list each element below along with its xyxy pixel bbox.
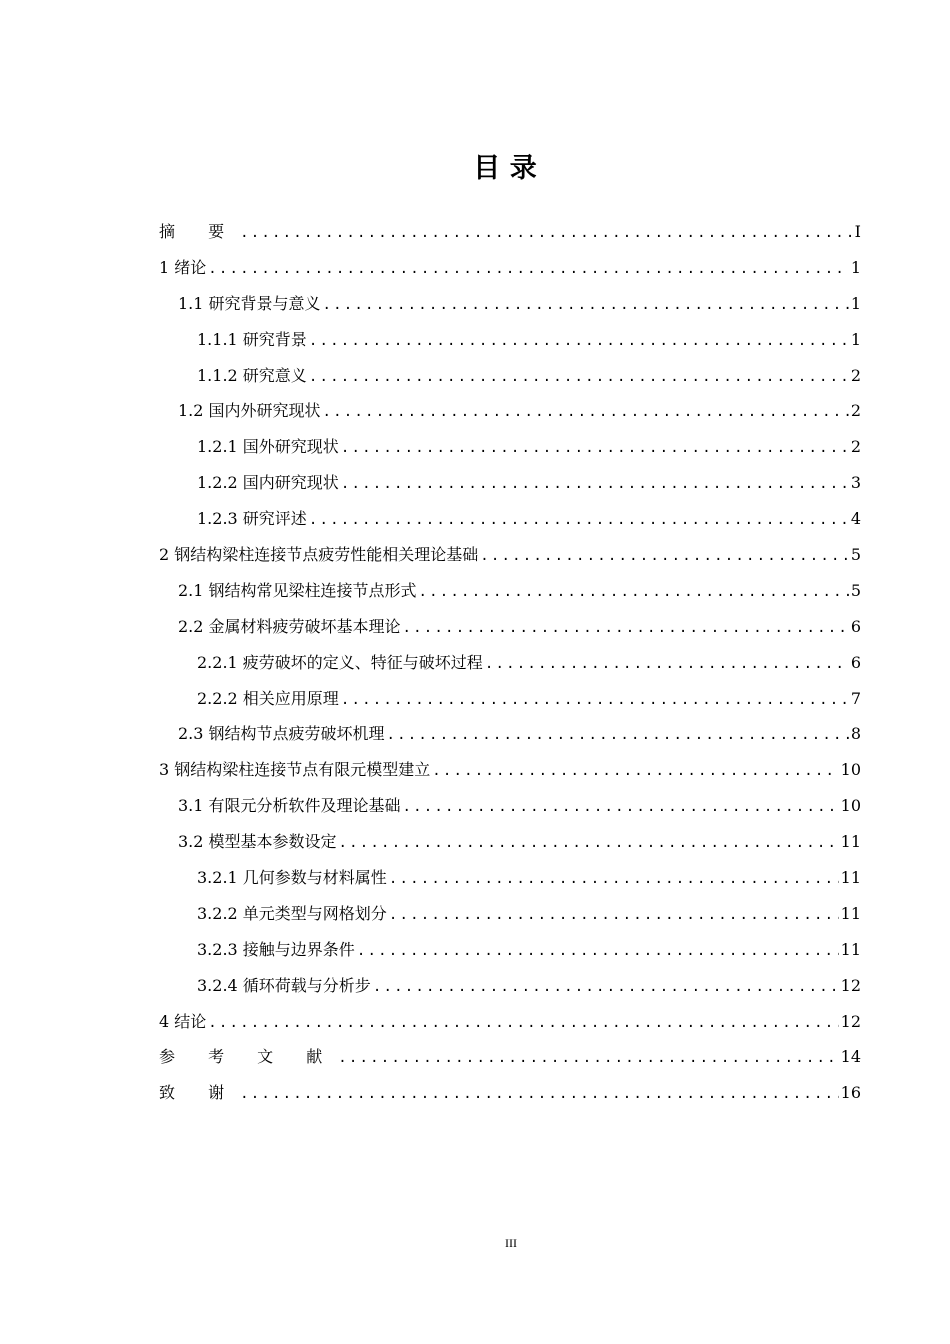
toc-entry[interactable]: [159, 940, 861, 976]
toc-dot-leader: [403, 797, 839, 817]
table-of-contents: [159, 222, 861, 1119]
toc-entry[interactable]: [159, 581, 861, 617]
toc-entry-page: 12: [840, 1011, 861, 1031]
toc-entry-label: 1.2 国内外研究现状: [178, 401, 321, 421]
toc-dot-leader: [309, 367, 849, 387]
toc-dot-leader: [389, 905, 839, 925]
toc-entry-page: 1: [850, 329, 861, 349]
toc-entry-page: 2: [850, 401, 861, 421]
toc-entry[interactable]: [159, 617, 861, 653]
toc-dot-leader: [419, 582, 849, 602]
toc-entry-label: 1.1.2 研究意义: [197, 365, 307, 385]
toc-entry-label: 参 考 文 献: [159, 1047, 337, 1067]
toc-entry[interactable]: [159, 1083, 861, 1119]
toc-dot-leader: [208, 259, 849, 279]
toc-entry-label: 1.1.1 研究背景: [197, 329, 307, 349]
toc-dot-leader: [341, 438, 849, 458]
toc-dot-leader: [339, 833, 839, 853]
toc-entry-page: 7: [850, 688, 861, 708]
toc-entry[interactable]: [159, 545, 861, 581]
toc-dot-leader: [432, 761, 838, 781]
toc-entry[interactable]: [159, 437, 861, 473]
toc-entry-label: 4 结论: [159, 1011, 207, 1031]
toc-entry[interactable]: [159, 1047, 861, 1083]
toc-entry[interactable]: [159, 724, 861, 760]
toc-entry-page: 5: [850, 580, 861, 600]
toc-dot-leader: [323, 402, 849, 422]
toc-dot-leader: [240, 1084, 839, 1104]
toc-entry-page: 8: [850, 724, 861, 744]
toc-entry[interactable]: [159, 868, 861, 904]
toc-entry[interactable]: [159, 222, 861, 258]
toc-dot-leader: [309, 510, 849, 530]
toc-entry[interactable]: [159, 258, 861, 294]
toc-entry[interactable]: [159, 330, 861, 366]
toc-entry-label: 2.2 金属材料疲劳破坏基本理论: [178, 616, 401, 636]
toc-entry-page: 2: [850, 437, 861, 457]
toc-dot-leader: [240, 223, 853, 243]
toc-dot-leader: [480, 546, 849, 566]
toc-entry-label: 1.2.3 研究评述: [197, 509, 307, 529]
toc-entry-label: 1.2.1 国外研究现状: [197, 437, 339, 457]
toc-dot-leader: [341, 474, 849, 494]
toc-entry-page: 11: [840, 939, 861, 959]
toc-entry[interactable]: [159, 473, 861, 509]
toc-entry-label: 3.2.3 接触与边界条件: [197, 939, 355, 959]
toc-entry-page: 14: [840, 1047, 861, 1067]
toc-entry-page: 10: [840, 796, 861, 816]
toc-entry[interactable]: [159, 1012, 861, 1048]
toc-entry-page: 12: [840, 975, 861, 995]
toc-entry-label: 2.3 钢结构节点疲劳破坏机理: [178, 724, 385, 744]
toc-entry-label: 3.2 模型基本参数设定: [178, 832, 337, 852]
toc-entry-page: 2: [850, 365, 861, 385]
toc-entry[interactable]: [159, 689, 861, 725]
toc-entry-label: 1.1 研究背景与意义: [178, 293, 321, 313]
toc-entry[interactable]: [159, 904, 861, 940]
toc-entry-page: 11: [840, 832, 861, 852]
toc-dot-leader: [323, 295, 849, 315]
toc-entry-label: 1 绪论: [159, 257, 207, 277]
page-title: 目 录: [473, 153, 537, 184]
toc-entry[interactable]: [159, 366, 861, 402]
toc-entry-page: 3: [850, 473, 861, 493]
toc-dot-leader: [208, 1013, 838, 1033]
toc-entry-label: 2.2.2 相关应用原理: [197, 688, 339, 708]
toc-dot-leader: [309, 331, 849, 351]
toc-dot-leader: [389, 869, 839, 889]
toc-entry-label: 3.2.1 几何参数与材料属性: [197, 868, 387, 888]
toc-entry[interactable]: [159, 653, 861, 689]
toc-dot-leader: [357, 941, 839, 961]
toc-entry-label: 3.2.4 循环荷载与分析步: [197, 975, 371, 995]
toc-entry[interactable]: [159, 401, 861, 437]
toc-entry-page: 1: [850, 293, 861, 313]
toc-entry-page: 16: [840, 1083, 861, 1103]
toc-entry[interactable]: [159, 760, 861, 796]
toc-entry-label: 2.2.1 疲劳破坏的定义、特征与破坏过程: [197, 652, 483, 672]
toc-entry-page: 10: [840, 760, 861, 780]
toc-entry-label: 2.1 钢结构常见梁柱连接节点形式: [178, 580, 417, 600]
toc-entry-page: 5: [850, 545, 861, 565]
toc-entry[interactable]: [159, 796, 861, 832]
toc-entry[interactable]: [159, 976, 861, 1012]
toc-entry-page: 1: [850, 257, 861, 277]
toc-entry-label: 2 钢结构梁柱连接节点疲劳性能相关理论基础: [159, 545, 479, 565]
toc-dot-leader: [341, 690, 849, 710]
toc-entry-label: 摘 要: [159, 222, 239, 241]
toc-entry-page: 4: [850, 509, 861, 529]
toc-entry-page: 11: [840, 868, 861, 888]
toc-entry[interactable]: [159, 294, 861, 330]
toc-entry-label: 3.2.2 单元类型与网格划分: [197, 903, 387, 923]
toc-dot-leader: [338, 1048, 838, 1068]
toc-entry[interactable]: [159, 509, 861, 545]
toc-entry-label: 1.2.2 国内研究现状: [197, 473, 339, 493]
toc-entry-page: 6: [850, 616, 861, 636]
toc-entry-page: I: [854, 222, 861, 241]
toc-dot-leader: [485, 654, 849, 674]
toc-entry-label: 致 谢: [159, 1083, 239, 1103]
toc-dot-leader: [403, 618, 849, 638]
toc-dot-leader: [373, 977, 839, 997]
toc-entry-label: 3 钢结构梁柱连接节点有限元模型建立: [159, 760, 431, 780]
toc-entry[interactable]: [159, 832, 861, 868]
toc-entry-page: 6: [850, 652, 861, 672]
toc-entry-page: 11: [840, 903, 861, 923]
toc-dot-leader: [387, 725, 849, 745]
page-number: III: [505, 1236, 517, 1250]
toc-entry-label: 3.1 有限元分析软件及理论基础: [178, 796, 401, 816]
